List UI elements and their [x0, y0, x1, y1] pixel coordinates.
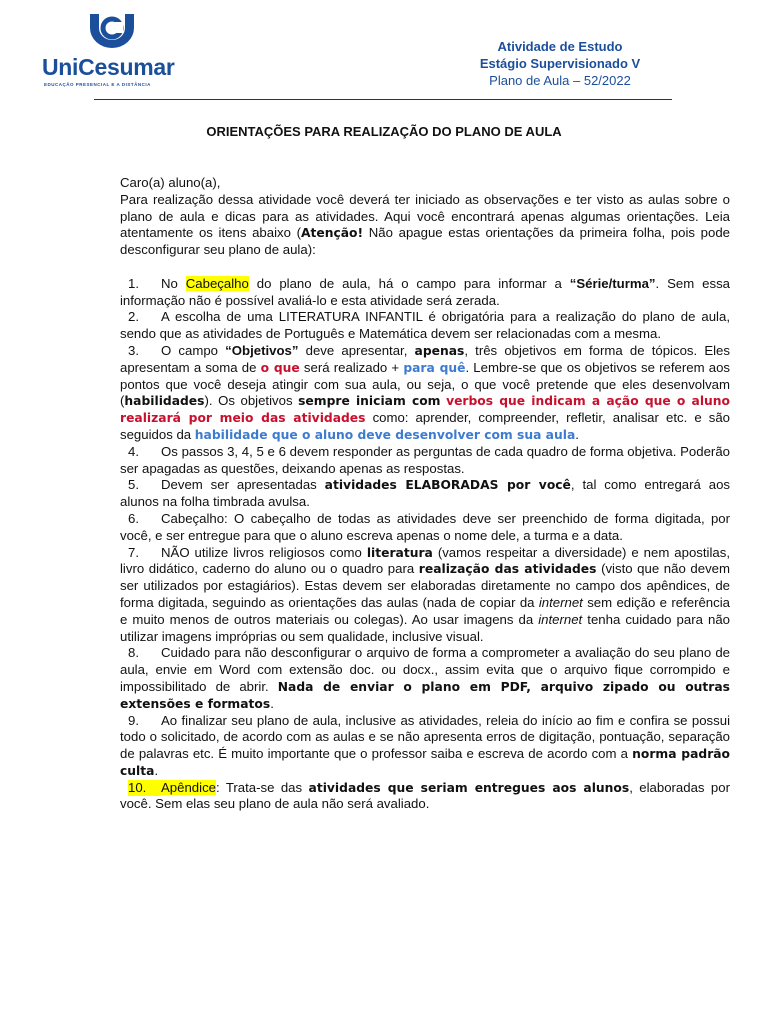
- header-divider: [94, 99, 672, 100]
- list-item-3: 3. O campo “Objetivos” deve apresentar, apenas, três objetivos em forma de tópicos. Eles apresentam a soma de o que será realizado + para quê. Lembre-se que os objetivos se referem aos pontos que você deseja atingir com sua aula, ou seja, o que você pretende que eles desenvolvam (habilidades). Os objetivos sempre iniciam com verbos que indicam a ação que o aluno realizará por meio das atividades como: aprender, compreender, refletir, analisar etc. e são seguidos da habilidade que o aluno deve desenvolver com sua aula.: [120, 342, 731, 442]
- logo-wordmark: UniCesumar: [42, 54, 175, 80]
- highlight-apendice: Apêndice: [161, 779, 216, 795]
- highlight-cabecalho: Cabeçalho: [185, 275, 249, 291]
- list-item-1: 1. No Cabeçalho do plano de aula, há o campo para informar a “Série/turma”. Sem essa informação não é possível avaliá-lo e esta atividade será zerada.: [120, 275, 730, 308]
- header-activity: Atividade de Estudo: [497, 39, 623, 54]
- list-item-7: 7. NÃO utilize livros religiosos como literatura (vamos respeitar a diversidade) e nem apostilas, livro didático, caderno do aluno ou o quadro para realização das atividades (visto que não devem ser utilizados por estagiários). Estas devem ser elaboradas diretamente no campo dos apêndices, de forma digitada, seguindo as orientações das aulas (nada de copiar da internet sem edição e referência e muito menos de outros materiais ou colegas). Ao usar imagens da internet tenha cuidado para não utilizar imagens impróprias ou sem qualidade, inclusive visual.: [120, 544, 731, 644]
- page-title: ORIENTAÇÕES PARA REALIZAÇÃO DO PLANO DE AULA: [206, 124, 562, 139]
- list-item-8: 8. Cuidado para não desconfigurar o arquivo de forma a comprometer a avaliação do seu plano de aula, envie em Word com extensão doc. ou docx., assim evita que o arquivo fique corrompido e impossibilitado de abrir. Nada de enviar o plano em PDF, arquivo zipado ou outras extensões e formatos.: [120, 645, 730, 711]
- logo-tagline: EDUCAÇÃO PRESENCIAL E A DISTÂNCIA: [44, 82, 151, 87]
- header-course: Estágio Supervisionado V: [479, 56, 641, 71]
- document-body: [120, 175, 730, 813]
- list-item-4: 4. Os passos 3, 4, 5 e 6 devem responder as perguntas de cada quadro de forma objetiva. Poderão ser apagadas as questões, deixando apenas as respostas.: [120, 443, 730, 476]
- attention-label: Atenção!: [300, 226, 364, 241]
- list-item-9: 9. Ao finalizar seu plano de aula, inclusive as atividades, releia do início ao fim e confira se possui todo o solicitado, de acordo com as aulas e se não apresenta erros de digitação, pontuação, separação de palavras etc. É muito importante que o professor saiba e escreva de acordo com a norma padrão culta.: [120, 712, 731, 778]
- greeting: Caro(a) aluno(a),: [120, 175, 221, 190]
- document-header: [440, 38, 680, 89]
- intro-paragraph: Para realização dessa atividade você deverá ter iniciado as observações e ter visto as aulas sobre o plano de aula e dicas para as atividades. Aqui você encontrará apenas algumas orientações. Leia atentamente os itens abaixo (Atenção! Não apague estas orientações da primeira folha, pois pode desconfigurar seu plano de aula):: [120, 191, 730, 258]
- list-item-6: 6. Cabeçalho: O cabeçalho de todas as atividades deve ser preenchido de forma digitada, por você, e ser entregue para que o aluno escreva apenas o nome dele, a turma e a data.: [120, 510, 730, 543]
- unicesumar-emblem-icon: [84, 12, 140, 56]
- header-plan: Plano de Aula – 52/2022: [489, 73, 631, 88]
- list-item-10: 10. Apêndice: Trata-se das atividades que seriam entregues aos alunos, elaboradas por você. Sem elas seu plano de aula não será avaliado.: [120, 779, 730, 812]
- list-item-5: 5. Devem ser apresentadas atividades ELABORADAS por você, tal como entregará aos alunos na folha timbrada avulsa.: [120, 477, 730, 510]
- unicesumar-logo: [40, 12, 200, 92]
- list-item-2: 2. A escolha de uma LITERATURA INFANTIL é obrigatória para a realização do plano de aula, sendo que as atividades de Português e Matemática devem ser relacionadas com a mesma.: [120, 309, 730, 342]
